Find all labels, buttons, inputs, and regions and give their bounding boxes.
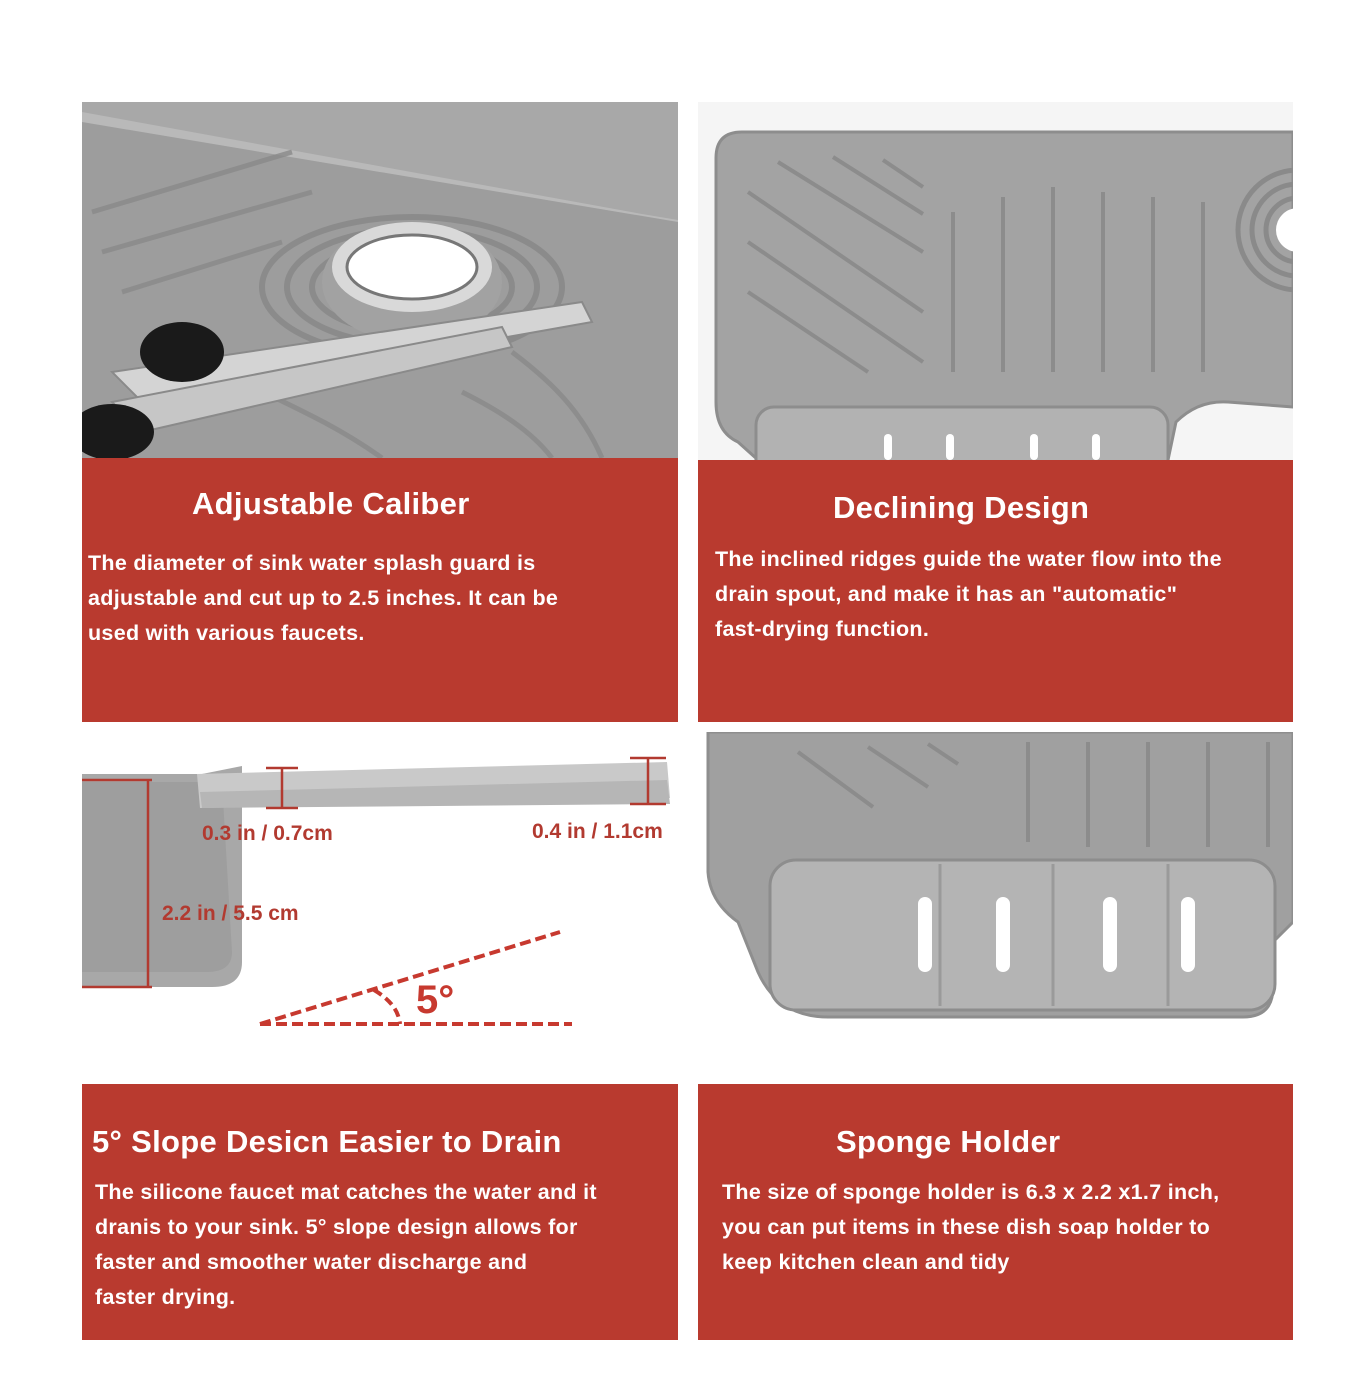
description-line: adjustable and cut up to 2.5 inches. It can be bbox=[88, 586, 559, 610]
caption-box bbox=[698, 1084, 1293, 1340]
description-line: dranis to your sink. 5° slope design allows for bbox=[95, 1215, 578, 1239]
panel-title: Declining Design bbox=[833, 490, 1090, 525]
caption-box bbox=[82, 1084, 678, 1340]
panel-title: 5° Slope Desicn Easier to Drain bbox=[92, 1124, 562, 1159]
slope-angle-label: 5° bbox=[416, 978, 455, 1022]
panel-adjustable-caliber bbox=[82, 102, 678, 722]
description-line: used with various faucets. bbox=[88, 621, 365, 645]
description-line: faster drying. bbox=[95, 1285, 236, 1309]
panel-description bbox=[715, 542, 1222, 647]
description-line: you can put items in these dish soap holder to bbox=[722, 1215, 1211, 1239]
dimension-label-small: 0.3 in / 0.7cm bbox=[202, 822, 333, 845]
description-line: The size of sponge holder is 6.3 x 2.2 x1.7 inch, bbox=[722, 1180, 1220, 1204]
panel-slope-design bbox=[82, 732, 678, 1340]
panel-description bbox=[722, 1175, 1219, 1280]
faucet-mat-closeup-photo bbox=[82, 102, 678, 458]
description-line: fast-drying function. bbox=[715, 617, 930, 641]
panel-title: Adjustable Caliber bbox=[192, 486, 470, 521]
sponge-holder-photo bbox=[698, 732, 1293, 1084]
dimension-diagram bbox=[82, 732, 678, 1084]
faucet-mat-top-view-photo bbox=[698, 102, 1293, 460]
description-line: keep kitchen clean and tidy bbox=[722, 1250, 1010, 1274]
panel-title: Sponge Holder bbox=[836, 1124, 1061, 1159]
caption-box bbox=[82, 458, 678, 722]
dimension-label-height: 2.2 in / 5.5 cm bbox=[162, 902, 299, 925]
description-line: faster and smoother water discharge and bbox=[95, 1250, 528, 1274]
description-line: drain spout, and make it has an "automatic" bbox=[715, 582, 1178, 606]
panel-declining-design bbox=[698, 102, 1293, 722]
description-line: The inclined ridges guide the water flow into the bbox=[715, 547, 1222, 571]
description-line: The silicone faucet mat catches the water and it bbox=[95, 1180, 597, 1204]
panel-description bbox=[88, 546, 558, 651]
caption-box bbox=[698, 460, 1293, 722]
panel-sponge-holder bbox=[698, 732, 1293, 1340]
panel-description bbox=[95, 1175, 597, 1315]
description-line: The diameter of sink water splash guard is bbox=[88, 551, 536, 575]
dimension-label-large: 0.4 in / 1.1cm bbox=[532, 820, 663, 843]
